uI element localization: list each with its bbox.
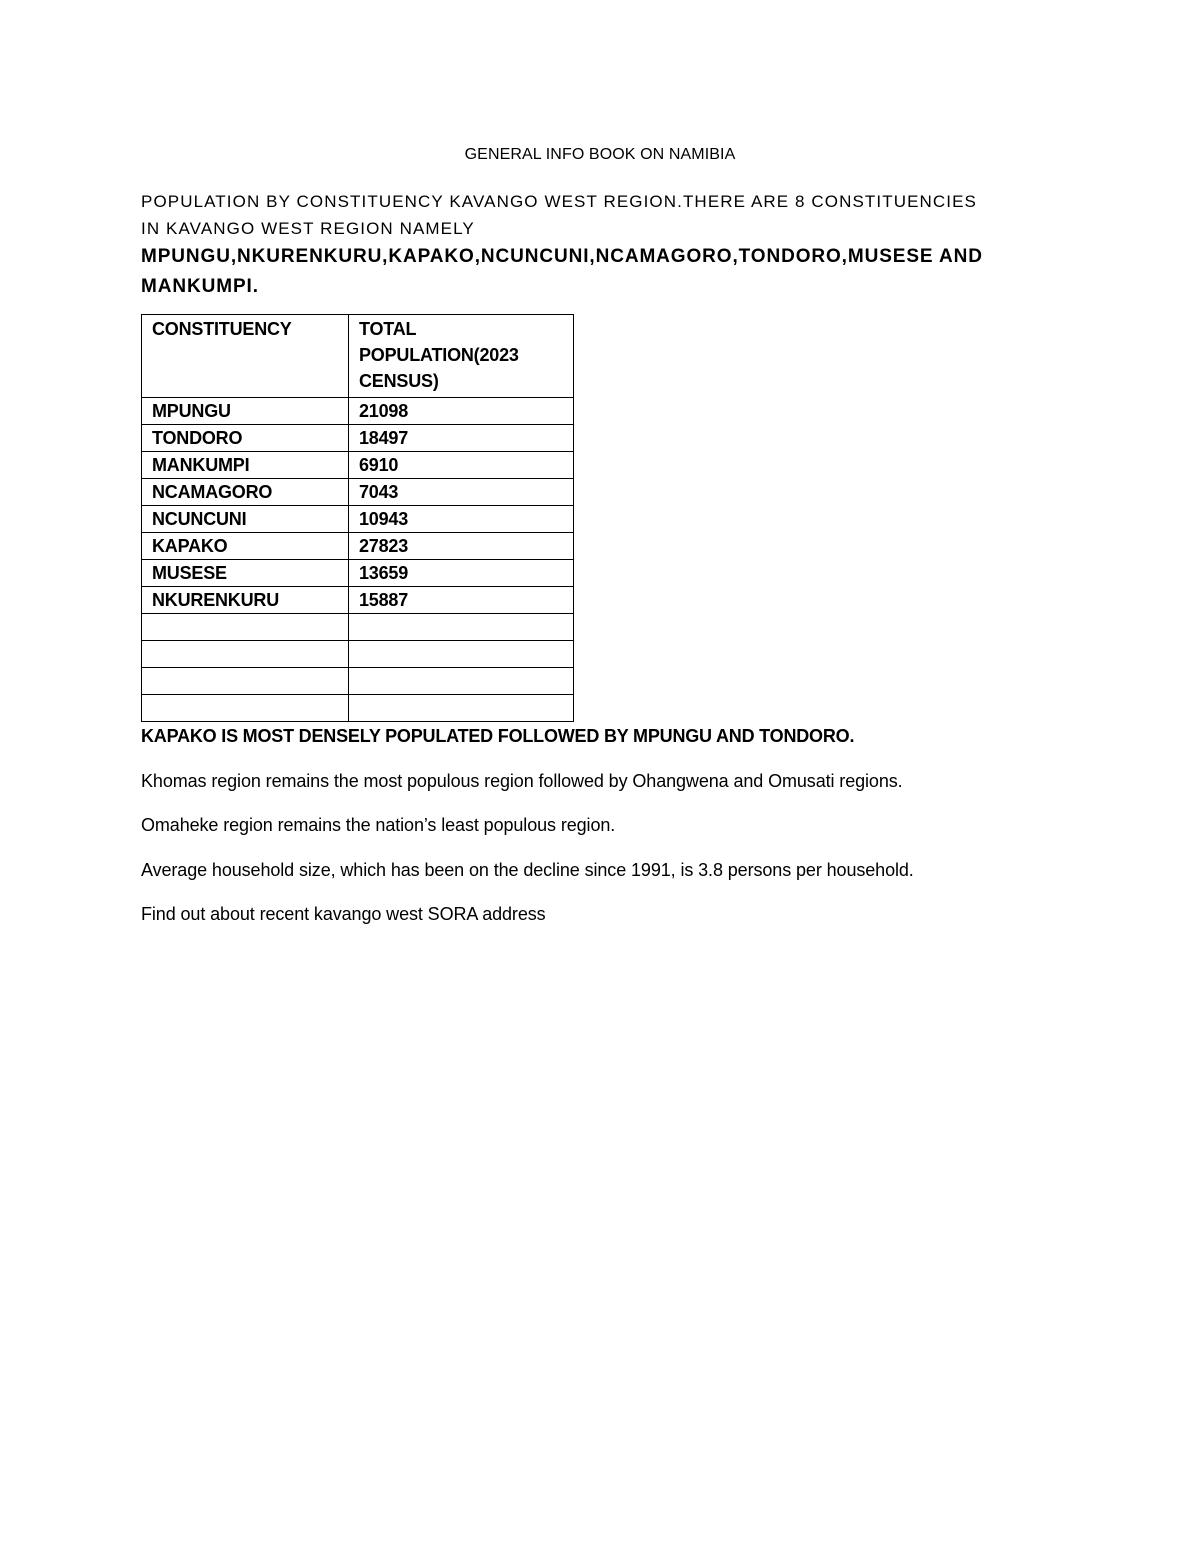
header-text: POPULATION(2023 [359, 345, 519, 365]
document-title: GENERAL INFO BOOK ON NAMIBIA [464, 146, 736, 163]
table-row [142, 533, 574, 560]
table-row [142, 587, 574, 614]
table-row [142, 398, 574, 425]
empty-table-row [142, 641, 574, 668]
empty-table-row [142, 695, 574, 722]
header-text: TOTAL [359, 319, 417, 339]
paragraph-omaheke: Omaheke region remains the nation’s least populous region. [141, 815, 616, 835]
paragraph-khomas: Khomas region remains the most populous region followed by Ohangwena and Omusati regions. [141, 771, 903, 791]
cell-population: 7043 [349, 479, 574, 506]
empty-table-row [142, 668, 574, 695]
cell-population: 21098 [349, 398, 574, 425]
empty-cell [349, 641, 574, 668]
constituency-names [141, 242, 1061, 302]
table-row [142, 425, 574, 452]
cell-population: 27823 [349, 533, 574, 560]
cell-constituency: MANKUMPI [142, 452, 349, 479]
cell-population: 6910 [349, 452, 574, 479]
cell-constituency: MPUNGU [142, 398, 349, 425]
table-row [142, 479, 574, 506]
cell-constituency: MUSESE [142, 560, 349, 587]
header-text: CENSUS) [359, 371, 439, 391]
table-row [142, 506, 574, 533]
cell-constituency: NKURENKURU [142, 587, 349, 614]
conclusion-text: KAPAKO IS MOST DENSELY POPULATED FOLLOWED BY MPUNGU AND TONDORO. [141, 726, 855, 746]
empty-cell [349, 695, 574, 722]
paragraph-sora: Find out about recent kavango west SORA address [141, 904, 546, 924]
paragraph-household: Average household size, which has been on the decline since 1991, is 3.8 persons per household. [141, 860, 914, 880]
intro-line: IN KAVANGO WEST REGION NAMELY [141, 219, 475, 238]
header-cell-constituency: CONSTITUENCY [142, 315, 349, 398]
cell-population: 15887 [349, 587, 574, 614]
table-row [142, 560, 574, 587]
table-row [142, 452, 574, 479]
table-header-row [142, 315, 574, 398]
empty-cell [349, 668, 574, 695]
population-table [141, 314, 574, 722]
names-line: MPUNGU,NKURENKURU,KAPAKO,NCUNCUNI,NCAMAGORO,TONDORO,MUSESE AND [141, 246, 983, 267]
empty-table-row [142, 614, 574, 641]
empty-cell [142, 668, 349, 695]
empty-cell [349, 614, 574, 641]
header-cell-population [349, 315, 574, 398]
cell-population: 10943 [349, 506, 574, 533]
cell-constituency: TONDORO [142, 425, 349, 452]
names-line: MANKUMPI. [141, 276, 259, 297]
intro-line: POPULATION BY CONSTITUENCY KAVANGO WEST REGION.THERE ARE 8 CONSTITUENCIES [141, 192, 977, 211]
cell-constituency: NCUNCUNI [142, 506, 349, 533]
empty-cell [142, 614, 349, 641]
cell-constituency: NCAMAGORO [142, 479, 349, 506]
empty-cell [142, 641, 349, 668]
cell-constituency: KAPAKO [142, 533, 349, 560]
intro-paragraph [141, 188, 1061, 242]
cell-population: 18497 [349, 425, 574, 452]
empty-cell [142, 695, 349, 722]
cell-population: 13659 [349, 560, 574, 587]
